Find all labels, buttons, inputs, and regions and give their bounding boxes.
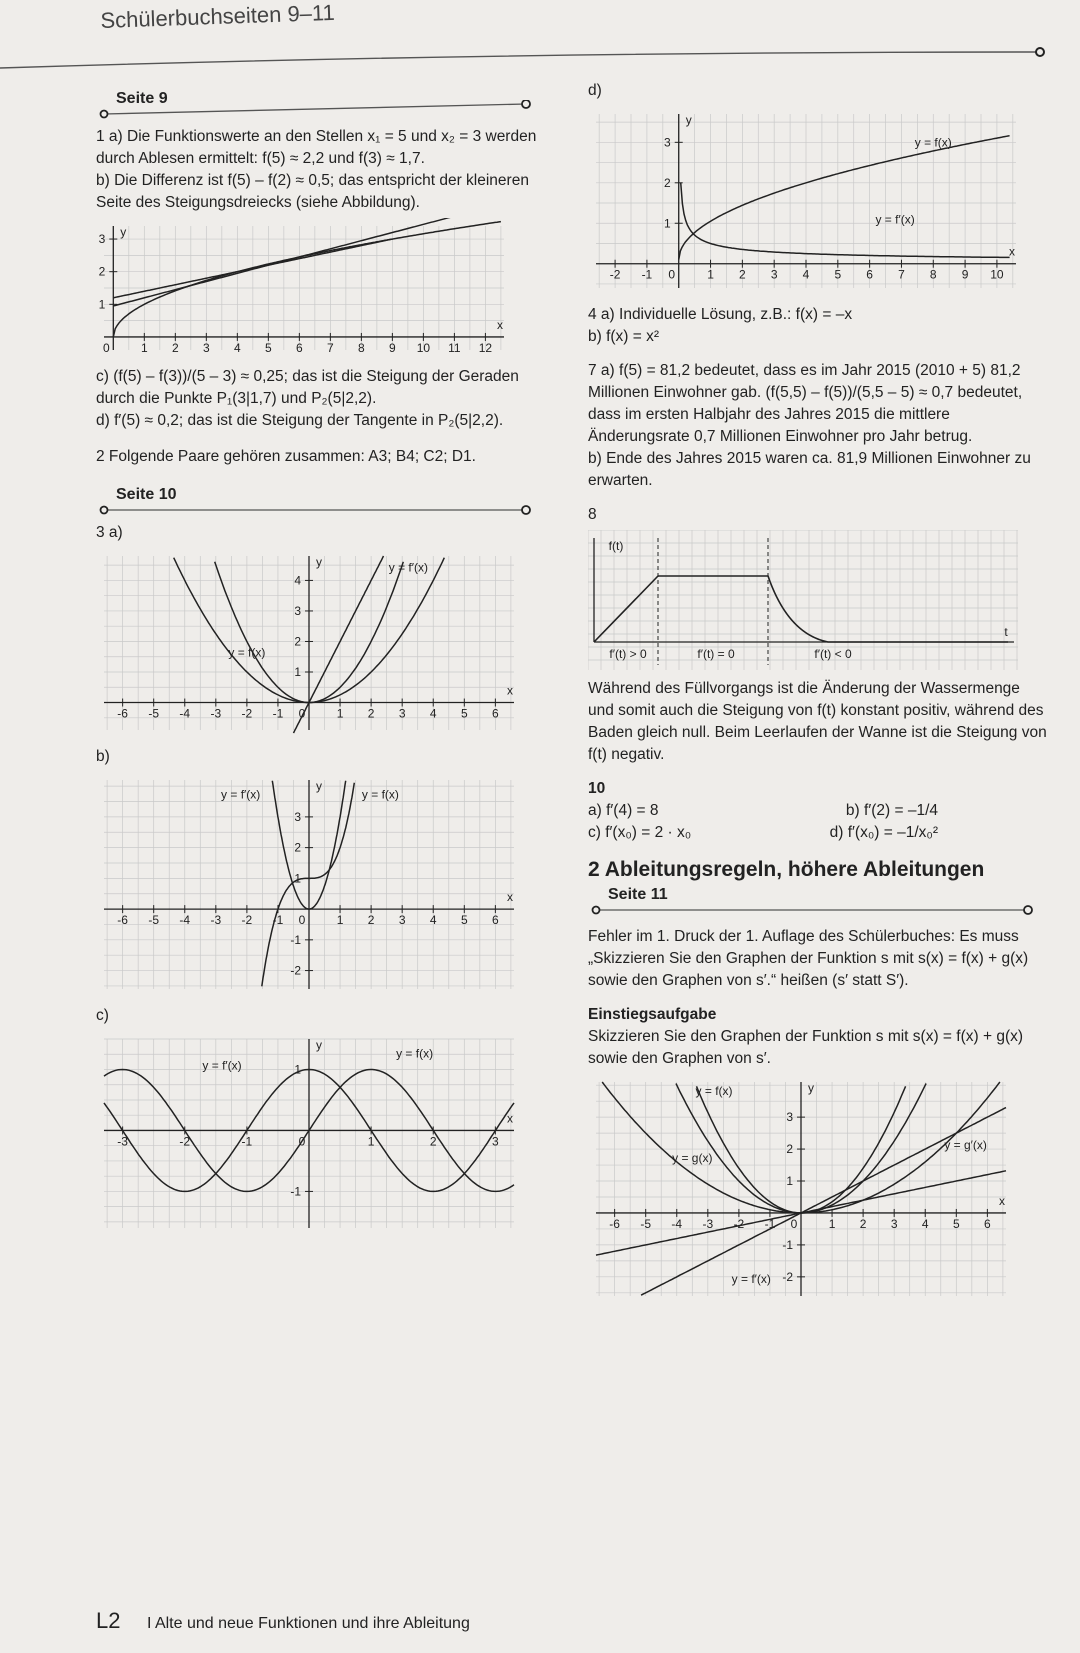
- x-tick-label: -1: [764, 1216, 776, 1231]
- x-tick-label: 6: [492, 706, 499, 721]
- section-head-seite-9: [96, 90, 546, 120]
- y-tick-label: 1: [294, 665, 301, 679]
- label-f-prime: y = f′(x): [221, 787, 261, 802]
- x-tick-label: 7: [898, 267, 905, 282]
- x-axis-label: x: [497, 317, 503, 332]
- graph-8: [588, 530, 1018, 670]
- label-g: y = g(x): [672, 1150, 713, 1165]
- x-tick-label: -2: [179, 1134, 191, 1149]
- graph-3a: [96, 548, 526, 738]
- x-tick-label: 4: [429, 706, 437, 721]
- x-tick-label: 2: [367, 913, 375, 928]
- x-tick-label: 7: [327, 340, 334, 355]
- exercise-10b: b) f′(2) = –1/4: [845, 802, 938, 819]
- section-title: Seite 11: [608, 886, 668, 903]
- x-tick-label: 12: [478, 340, 493, 355]
- y-tick-label: 3: [786, 1110, 793, 1125]
- section-rule: [588, 896, 1048, 916]
- footer-chapter: I Alte und neue Funktionen und ihre Ableitung: [146, 1615, 470, 1632]
- exercise-10-number: 10: [588, 780, 606, 797]
- left-column: [96, 90, 546, 1244]
- y-tick-label: 3: [294, 603, 301, 618]
- label-f-prime: y = f′(x): [731, 1272, 771, 1287]
- exercise-7: [588, 360, 1048, 492]
- y-axis-label: y: [808, 1081, 814, 1095]
- exercise-10-row1: [588, 800, 938, 822]
- exercise-4: [588, 304, 1048, 348]
- footer: [96, 1608, 470, 1634]
- x-tick-label: 11: [448, 340, 461, 355]
- x-tick-label: 3: [398, 706, 406, 721]
- label-falling: f′(t) < 0: [814, 647, 852, 661]
- origin-label: 0: [298, 706, 306, 721]
- einstieg-text: Skizzieren Sie den Graphen der Funktion s mit s(x) = f(x) + g(x) sowie den Graphen von s′.: [588, 1028, 1024, 1067]
- y-tick-label: 2: [98, 264, 106, 279]
- y-tick-label: -1: [290, 932, 301, 947]
- y-tick-label: 3: [664, 135, 671, 150]
- y-tick-label: 4: [294, 573, 301, 588]
- graph-1: [96, 218, 516, 358]
- label-f-prime: y = f′(x): [875, 212, 915, 227]
- x-tick-label: -5: [148, 913, 160, 928]
- y-tick-label: -1: [782, 1237, 793, 1252]
- y-tick-label: 1: [664, 216, 671, 231]
- section-rule: [96, 496, 546, 516]
- x-tick-label: 6: [866, 267, 873, 282]
- x-tick-label: 9: [961, 267, 969, 282]
- x-tick-label: 3: [492, 1134, 499, 1149]
- exercise-4b: b) f(x) = x²: [588, 328, 660, 345]
- label-f-prime: y = f′(x): [388, 560, 429, 575]
- label-constant: f′(t) = 0: [697, 647, 735, 661]
- x-axis-label: x: [507, 890, 513, 905]
- origin-label: 0: [298, 913, 306, 928]
- section-title: Seite 10: [116, 486, 177, 503]
- x-tick-label: -2: [733, 1216, 745, 1231]
- x-tick-label: 2: [859, 1216, 867, 1231]
- x-tick-label: 5: [834, 267, 842, 282]
- exercise-8-text: Während des Füllvorgangs ist die Änderung der Wassermenge und somit auch die Steigung von f(t) konstant positiv, während des Baden gleich null. Beim Leerlaufen der Wanne ist die Steigung von f(t) negativ.: [588, 680, 1047, 763]
- x-tick-label: 1: [367, 1134, 375, 1149]
- f-axis-label: f(t): [608, 539, 624, 553]
- y-tick-label: 1: [786, 1174, 793, 1189]
- erratum-text: Fehler im 1. Druck der 1. Auflage des Schülerbuches: Es muss „Skizzieren Sie den Graphen der Funktion s mit s(x) = f(x) + g(x) sowie den Graphen von s′.“ heißen (s′ statt S′).: [588, 928, 1029, 989]
- x-tick-label: -3: [702, 1216, 714, 1231]
- x-tick-label: 2: [171, 340, 179, 355]
- exercise-1-text: [96, 126, 546, 214]
- x-tick-label: 5: [460, 706, 468, 721]
- x-tick-label: 5: [952, 1216, 960, 1231]
- x-tick-label: -2: [609, 267, 621, 282]
- x-tick-label: 3: [398, 913, 406, 928]
- x-tick-label: 6: [984, 1216, 991, 1231]
- x-tick-label: 2: [367, 706, 375, 721]
- header-rule: [0, 38, 1080, 78]
- section-head-seite-11: [588, 886, 1048, 916]
- curve-f-prime: [641, 1108, 1006, 1296]
- x-tick-label: -6: [117, 706, 128, 721]
- x-tick-label: 4: [233, 340, 241, 355]
- exercise-7b: b) Ende des Jahres 2015 waren ca. 81,9 Millionen Einwohner zu erwarten.: [588, 450, 1031, 489]
- x-tick-label: -2: [241, 913, 253, 928]
- y-tick-label: -2: [290, 963, 301, 978]
- y-axis-label: y: [316, 555, 322, 569]
- x-tick-label: -5: [148, 706, 160, 721]
- x-axis-label: x: [1009, 244, 1015, 259]
- label-f: y = f(x): [695, 1083, 733, 1098]
- label-f: y = f(x): [914, 135, 952, 150]
- graph-3c: [96, 1031, 526, 1236]
- exercise-4a: 4 a) Individuelle Lösung, z.B.: f(x) = –x: [588, 306, 853, 323]
- running-title: Schülerbuchseiten 9–11: [100, 0, 336, 33]
- x-tick-label: -3: [210, 913, 222, 928]
- x-tick-label: 8: [358, 340, 365, 355]
- label-3b: b): [96, 748, 110, 765]
- x-tick-label: -2: [241, 706, 253, 721]
- page-number: L2: [96, 1608, 121, 1633]
- section-head-seite-10: [96, 486, 546, 516]
- label-f: y = f(x): [361, 787, 399, 802]
- label-3a: 3 a): [96, 524, 123, 541]
- x-axis-label: x: [999, 1193, 1005, 1208]
- section-rule: [96, 100, 546, 120]
- x-tick-label: 2: [739, 267, 746, 282]
- x-tick-label: 2: [429, 1134, 437, 1149]
- label-f: y = f(x): [228, 645, 266, 660]
- x-tick-label: -6: [117, 913, 128, 928]
- label-rising: f′(t) > 0: [609, 647, 647, 661]
- y-tick-label: 2: [294, 634, 301, 649]
- x-tick-label: 5: [460, 913, 468, 928]
- x-tick-label: 6: [296, 340, 303, 355]
- t-axis-label: t: [1004, 625, 1008, 639]
- curve-f: [594, 576, 1008, 642]
- einstieg-title: Einstiegsaufgabe: [588, 1006, 717, 1023]
- y-axis-label: y: [120, 225, 127, 239]
- exercise-10c: c) f′(x₀) = 2 · x₀: [588, 824, 692, 841]
- x-tick-label: -1: [272, 706, 284, 721]
- curve-f: [679, 136, 1010, 260]
- curve-f-prime: [681, 182, 1010, 257]
- origin-label: 0: [668, 267, 676, 282]
- x-tick-label: 3: [202, 340, 210, 355]
- x-tick-label: 1: [707, 267, 714, 282]
- x-tick-label: -5: [640, 1216, 652, 1231]
- x-tick-label: 4: [802, 267, 810, 282]
- x-tick-label: 1: [140, 340, 148, 355]
- exercise-8-number: 8: [588, 506, 597, 523]
- exercise-1c: c) (f(5) – f(3))/(5 – 3) ≈ 0,25; das ist die Steigung der Geraden durch die Punkte P₁(3|1,7) und P₂(5|2,2).: [96, 368, 519, 407]
- origin-label: 0: [298, 1134, 306, 1149]
- graph-einstieg: [588, 1074, 1018, 1304]
- x-tick-label: 9: [389, 340, 396, 355]
- exercise-1-text-cont: [96, 366, 546, 468]
- x-tick-label: 8: [929, 267, 937, 282]
- x-tick-label: 3: [770, 267, 778, 282]
- x-tick-label: -3: [210, 706, 222, 721]
- y-tick-label: 3: [98, 232, 106, 247]
- x-tick-label: -3: [117, 1134, 128, 1149]
- label-f: y = f(x): [396, 1046, 434, 1061]
- y-tick-label: 1: [294, 1062, 301, 1077]
- section-title: Seite 9: [116, 90, 168, 107]
- x-tick-label: 4: [921, 1216, 929, 1231]
- exercise-10d: d) f′(x₀) = –1/x₀²: [829, 824, 938, 841]
- x-tick-label: 1: [336, 706, 344, 721]
- label-3c: c): [96, 1007, 109, 1024]
- x-tick-label: -4: [179, 706, 191, 721]
- right-column: [588, 80, 1048, 1312]
- y-tick-label: 2: [664, 175, 671, 190]
- x-tick-label: 6: [492, 913, 499, 928]
- x-tick-label: 10: [416, 340, 431, 355]
- x-tick-label: 10: [990, 267, 1004, 282]
- exercise-10-row2: [588, 822, 938, 844]
- x-tick-label: 3: [890, 1216, 898, 1231]
- y-tick-label: 1: [294, 871, 301, 886]
- y-tick-label: 1: [98, 297, 106, 312]
- origin-label: 0: [102, 340, 110, 355]
- label-f-prime: y = f′(x): [202, 1058, 242, 1073]
- y-tick-label: 3: [294, 809, 301, 824]
- y-axis-label: y: [685, 113, 692, 127]
- origin-label: 0: [790, 1216, 798, 1231]
- x-axis-label: x: [507, 683, 513, 698]
- y-tick-label: -2: [782, 1269, 793, 1284]
- x-tick-label: -1: [272, 913, 284, 928]
- graph-3b: [96, 772, 526, 997]
- label-g-prime: y = g′(x): [944, 1138, 987, 1153]
- graph-d: [588, 106, 1028, 296]
- y-tick-label: 2: [786, 1142, 793, 1157]
- y-axis-label: y: [316, 779, 322, 793]
- exercise-7a: 7 a) f(5) = 81,2 bedeutet, dass es im Jahr 2015 (2010 + 5) 81,2 Millionen Einwohner gab. (f(5,5) – f(5))/(5,5 – 5) ≈ 0,7 bedeutet, dass im ersten Halbjahr des Jahres 2015 die mittlere Änderungsrate 0,7 Millionen Einwohner pro Jahr betrug.: [588, 362, 1023, 445]
- x-tick-label: 1: [828, 1216, 836, 1231]
- x-tick-label: -4: [179, 913, 191, 928]
- x-axis-label: x: [507, 1111, 513, 1126]
- exercise-1b: b) Die Differenz ist f(5) – f(2) ≈ 0,5; das entspricht der kleineren Seite des Steigungsdreiecks (siehe Abbildung).: [96, 172, 529, 211]
- x-tick-label: 4: [429, 913, 437, 928]
- y-axis-label: y: [316, 1038, 322, 1052]
- label-d: d): [588, 82, 602, 99]
- x-tick-label: -1: [241, 1134, 253, 1149]
- x-tick-label: -6: [609, 1216, 620, 1231]
- exercise-2: 2 Folgende Paare gehören zusammen: A3; B4; C2; D1.: [96, 448, 476, 465]
- exercise-10a: a) f′(4) = 8: [588, 802, 659, 819]
- x-tick-label: -4: [671, 1216, 683, 1231]
- exercise-1d: d) f′(5) ≈ 0,2; das ist die Steigung der Tangente in P₂(5|2,2).: [96, 412, 504, 429]
- x-tick-label: 5: [264, 340, 272, 355]
- y-tick-label: -1: [290, 1184, 301, 1199]
- x-tick-label: -1: [641, 267, 653, 282]
- y-tick-label: 2: [294, 840, 301, 855]
- exercise-1a: 1 a) Die Funktionswerte an den Stellen x₁ = 5 und x₂ = 3 werden durch Ablesen ermittelt: f(5) ≈ 2,2 und f(3) ≈ 1,7.: [96, 128, 537, 167]
- x-tick-label: 1: [336, 913, 344, 928]
- chapter-title: 2 Ableitungsregeln, höhere Ableitungen: [588, 858, 985, 881]
